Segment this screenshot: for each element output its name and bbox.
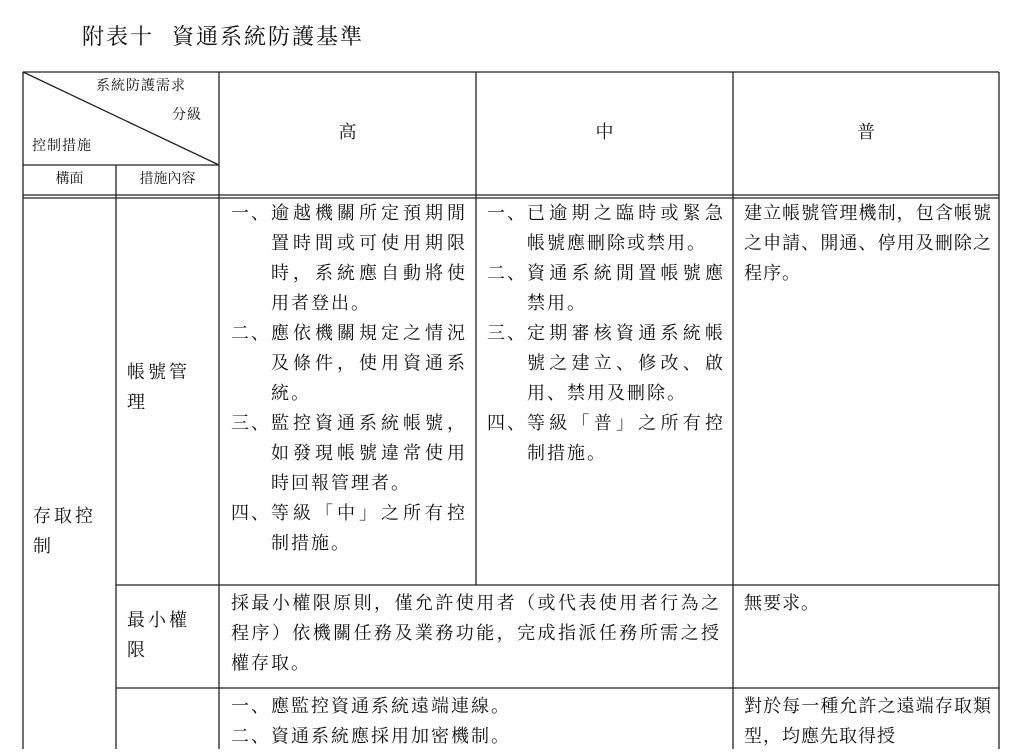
remote-high-mid-list: [231, 692, 721, 752]
list-item: 一、 逾越機關所定預期閒置時間或可使用期限時，系統應自動將使用者登出。: [231, 203, 467, 314]
list-item: 三、 定期審核資通系統帳號之建立、修改、啟用、禁用及刪除。: [487, 323, 725, 404]
account-mid-list: [487, 199, 725, 469]
list-item: 四、 等級「普」之所有控制措施。: [487, 413, 725, 464]
list-item: 一、 應監控資通系統遠端連線。: [231, 696, 511, 717]
remote-normal-text: 對於每一種允許之遠端存取類型，均應先取得授: [744, 696, 992, 747]
list-item: 二、 資通系統應採用加密機制。: [231, 726, 511, 747]
list-item: 二、 應依機關規定之情況及條件，使用資通系統。: [231, 323, 467, 404]
least-privilege-normal-text: 無要求。: [744, 593, 820, 614]
list-item: 三、 監控資通系統帳號，如發現帳號違常使用時回報管理者。: [231, 413, 467, 494]
column-header-high: 高: [338, 122, 357, 143]
column-header-aspect: 構面: [55, 171, 84, 187]
aspect-access-control: 存取控制: [33, 506, 96, 557]
diag-header-control: 控制措施: [32, 138, 92, 154]
row-label-least-privilege: 最小權限: [127, 610, 190, 661]
list-item: 一、 已逾期之臨時或緊急帳號應刪除或禁用。: [487, 203, 725, 254]
title-text: 資通系統防護基準: [172, 25, 365, 50]
title-prefix: 附表十: [82, 25, 155, 50]
column-header-normal: 普: [857, 122, 875, 143]
account-high-list: [231, 199, 467, 559]
diag-header-requirement: 系統防護需求: [96, 78, 186, 94]
column-header-content: 措施內容: [139, 171, 196, 187]
least-privilege-high-mid-text: 採最小權限原則，僅允許使用者（或代表使用者行為之程序）依機關任務及業務功能，完成指派任務所需之授權存取。: [231, 593, 721, 674]
row-label-account-management: 帳號管理: [127, 362, 190, 413]
list-item: 四、 等級「中」之所有控制措施。: [231, 503, 467, 554]
diag-header-level: 分級: [172, 107, 202, 123]
account-normal-text: 建立帳號管理機制，包含帳號之申請、開通、停用及刪除之程序。: [744, 203, 992, 284]
column-header-mid: 中: [595, 122, 614, 143]
list-item: 二、 資通系統閒置帳號應禁用。: [487, 263, 725, 314]
